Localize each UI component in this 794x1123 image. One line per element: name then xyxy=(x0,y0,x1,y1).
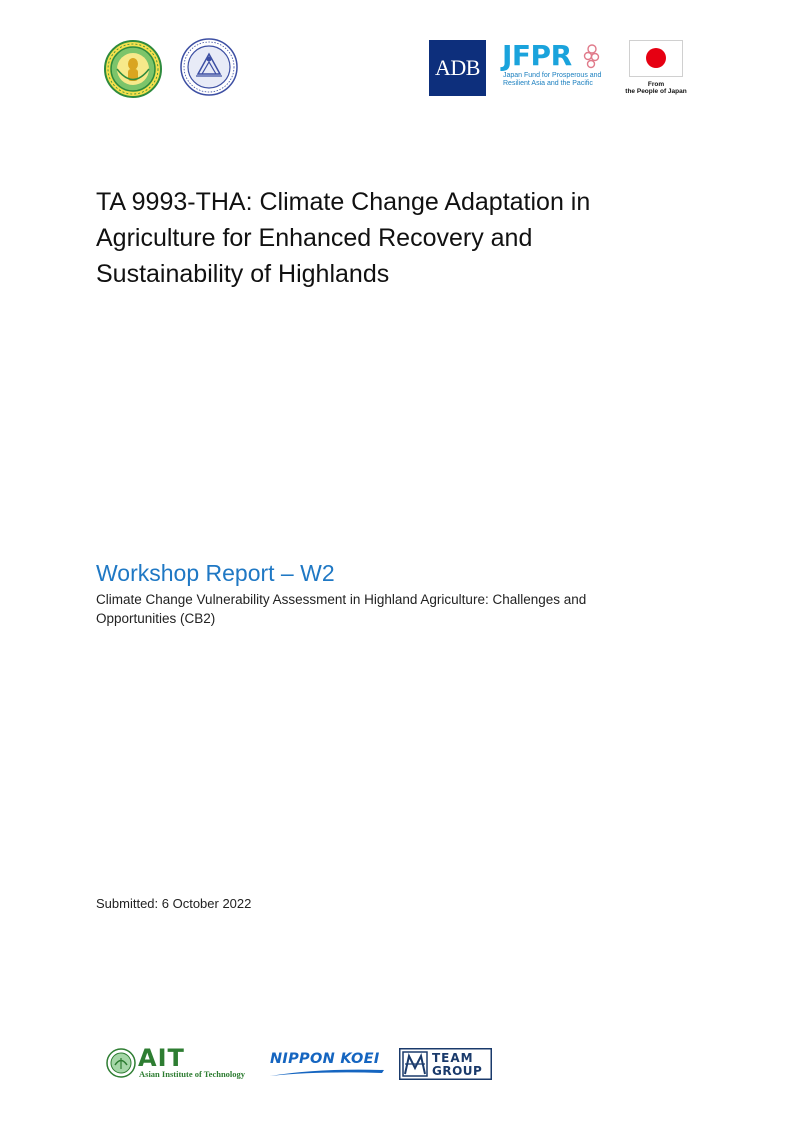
nippon-koei-logo-text: NIPPON KOEI xyxy=(270,1051,380,1067)
from-the-people-of-japan-logo xyxy=(624,40,688,96)
ait-logo xyxy=(106,1046,251,1082)
jfpr-flower-icon xyxy=(582,44,602,70)
jfpr-logo xyxy=(502,40,606,96)
team-group-logo xyxy=(399,1048,492,1080)
nippon-koei-logo xyxy=(268,1050,386,1078)
team-group-line-2: GROUP xyxy=(432,1064,483,1078)
ait-logo-text: AIT xyxy=(138,1044,185,1072)
ministry-of-agriculture-seal-icon xyxy=(104,40,162,98)
adb-logo-text: ADB xyxy=(435,55,480,80)
adb-logo xyxy=(429,40,486,96)
jfpr-logo-text: JFPR xyxy=(502,39,572,72)
team-group-line-1: TEAM xyxy=(432,1051,474,1065)
report-subtitle: Climate Change Vulnerability Assessment in Highland Agriculture: Challenges and Opportunities (CB2) xyxy=(96,592,587,626)
japan-logo-line-1: From xyxy=(647,81,665,88)
jfpr-subtitle-line-2: Resilient Asia and the Pacific xyxy=(503,80,593,87)
nippon-koei-swoosh-icon xyxy=(268,1068,386,1077)
submission-date: Submitted: 6 October 2022 xyxy=(96,896,252,911)
ait-logo-subtitle: Asian Institute of Technology xyxy=(139,1069,246,1079)
report-title: Workshop Report – W2 xyxy=(96,560,335,586)
project-title: TA 9993-THA: Climate Change Adaptation in Agriculture for Enhanced Recovery and Sustainability of Highlands xyxy=(96,188,591,288)
hrdi-seal-icon xyxy=(180,38,238,96)
japan-flag-icon xyxy=(629,40,683,77)
jfpr-subtitle-line-1: Japan Fund for Prosperous and xyxy=(503,72,602,79)
japan-logo-line-2: the People of Japan xyxy=(625,88,687,95)
ait-seal-icon xyxy=(106,1048,136,1078)
